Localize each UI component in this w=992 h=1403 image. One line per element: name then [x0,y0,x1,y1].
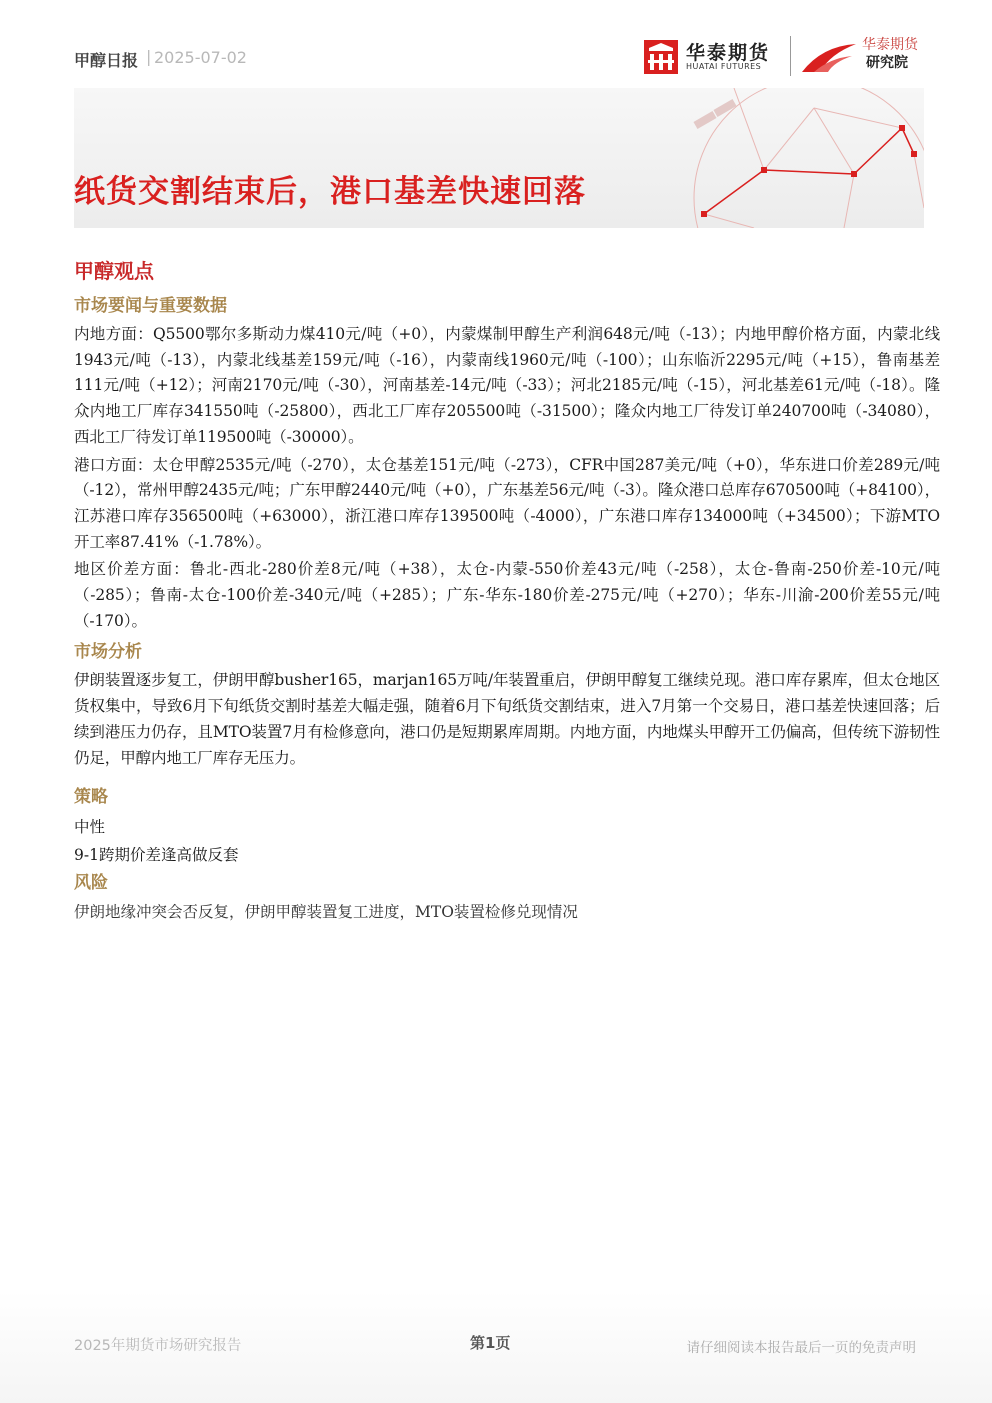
strategy-stance: 中性 [74,818,106,837]
news-heading: 市场要闻与重要数据 [74,296,227,316]
doc-type: 甲醇日报 [74,51,139,70]
report-title: 纸货交割结束后，港口基差快速回落 [74,174,586,210]
page-number: 第1页 [470,1334,511,1352]
risk-paragraph: 伊朗地缘冲突会否反复，伊朗甲醇装置复工进度，MTO装置检修兑现情况 [74,903,578,922]
logo-divider [790,36,791,76]
page-header [74,37,924,76]
company-logo [644,38,924,82]
strategy-trade: 9-1跨期价差逢高做反套 [74,846,239,865]
huatai-logo-icon [644,40,678,74]
news-port-paragraph: 港口方面：太仓甲醇2535元/吨（-270），太仓基差151元/吨（-273），CFR中国287美元/吨（+0），华东进口价差289元/吨（-12），常州甲醇2435元/吨；广东甲醇2440元/吨（+0），广东基差56元/吨（-3）。隆众港口总库存670500吨（+84100），江苏港口库存356500吨（+63000），浙江港口库存139500吨（-4000），广东港口库存134000吨（+34500）；下游MTO开工率87.41%（-1.78%）。 [74,455,940,551]
report-date: 2025-07-02 [154,48,247,67]
research-logo-bottom: 研究院 [866,55,908,71]
footer-report-series: 2025年期货市场研究报告 [74,1338,242,1354]
research-institute-logo-icon [800,42,858,74]
disclaimer-notice: 请仔细阅读本报告最后一页的免责声明 [686,1340,916,1356]
strategy-heading: 策略 [74,787,108,808]
logo-text-cn: 华泰期货 [686,42,771,64]
main-content [74,255,940,925]
analysis-paragraph: 伊朗装置逐步复工，伊朗甲醇busher165，marjan165万吨/年装置重启，伊朗甲醇复工继续兑现。港口库存累库，但太仓地区货权集中，导致6月下旬纸货交割时基差大幅走强，随着6月下旬纸货交割结束，进入7月第一个交易日，港口基差快速回落；后续到港压力仍存，且MTO装置7月有检修意向，港口仍是短期累库周期。内地方面，内地煤头甲醇开工仍偏高，但传统下游韧性仍足，甲醇内地工厂库存无压力。 [74,671,940,767]
network-globe-decoration-icon [614,88,924,228]
page-footer [74,1322,924,1362]
news-regional-paragraph: 地区价差方面：鲁北-西北-280价差8元/吨（+38），太仓-内蒙-550价差43元/吨（-258），太仓-鲁南-250价差-10元/吨（-285）；鲁南-太仓-100价差-340元/吨（+285）；广东-华东-180价差-275元/吨（+270）；华东-川渝-200价差55元/吨（-170）。 [74,560,940,630]
risk-heading: 风险 [74,873,108,894]
header-separator: | [146,47,152,66]
logo-text-en: HUATAI FUTURES [686,62,762,71]
section-title: 甲醇观点 [74,259,154,283]
research-logo-top: 华泰期货 [862,37,918,53]
news-inland-paragraph: 内地方面：Q5500鄂尔多斯动力煤410元/吨（+0），内蒙煤制甲醇生产利润648元/吨（-13）；内地甲醇价格方面，内蒙北线1943元/吨（-13），内蒙北线基差159元/吨（-16），内蒙南线1960元/吨（-100）；山东临沂2295元/吨（+15），鲁南基差111元/吨（+12）；河南2170元/吨（-30），河南基差-14元/吨（-33）；河北2185元/吨（-15），河北基差61元/吨（-18）。隆众内地工厂库存341550吨（-25800），西北工厂库存205500吨（-31500）；隆众内地工厂待发订单240700吨（-34080），西北工厂待发订单119500吨（-30000）。 [74,325,940,446]
analysis-heading: 市场分析 [74,642,142,663]
title-banner [74,88,924,228]
